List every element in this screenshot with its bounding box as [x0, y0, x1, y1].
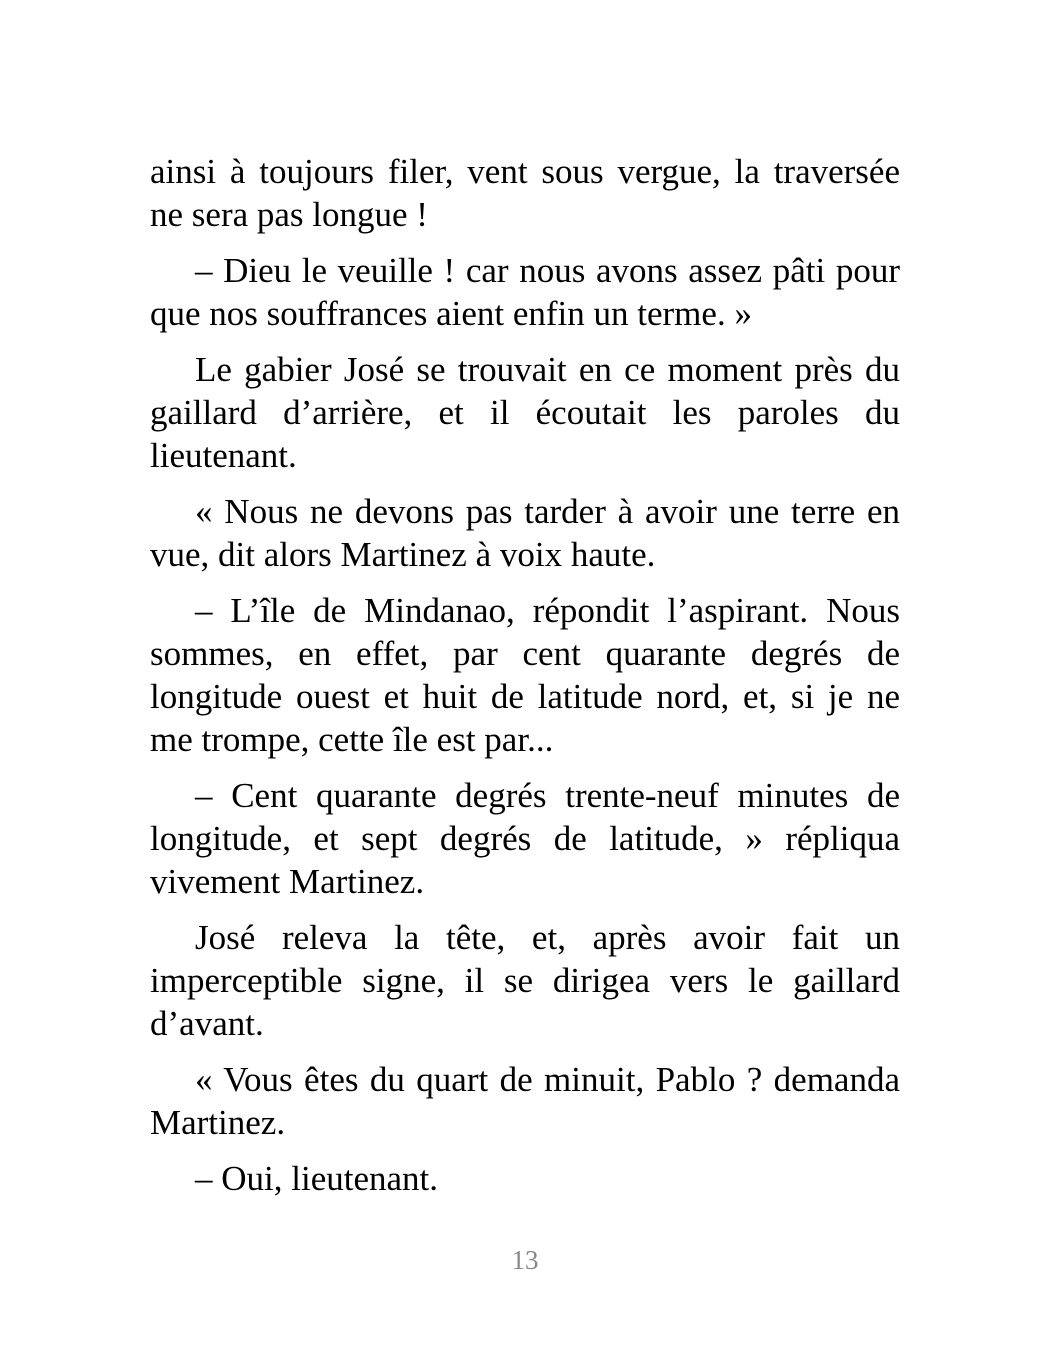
paragraph: « Vous êtes du quart de minuit, Pablo ? demanda Martinez.: [150, 1060, 900, 1142]
paragraph: – Dieu le veuille ! car nous avons assez pâti pour que nos souffrances aient enfin un terme. »: [150, 251, 900, 333]
paragraph: – Oui, lieutenant.: [195, 1159, 439, 1198]
paragraph: – Cent quarante degrés trente-neuf minutes de longitude, et sept degrés de latitude, » répliqua vivement Martinez.: [150, 776, 900, 901]
paragraph: Le gabier José se trouvait en ce moment près du gaillard d’arrière, et il écoutait les paroles du lieutenant.: [150, 350, 900, 475]
page-body: [150, 150, 900, 1213]
paragraph: José releva la tête, et, après avoir fait un imperceptible signe, il se dirigea vers le gaillard d’avant.: [150, 918, 900, 1043]
paragraph: « Nous ne devons pas tarder à avoir une terre en vue, dit alors Martinez à voix haute.: [150, 492, 900, 574]
paragraph-continuation: ainsi à toujours filer, vent sous vergue, la traversée ne sera pas longue !: [150, 152, 900, 234]
paragraph: – L’île de Mindanao, répondit l’aspirant. Nous sommes, en effet, par cent quarante degrés de longitude ouest et huit de latitude nord, et, si je ne me trompe, cette île est par...: [150, 591, 900, 759]
page-number: 13: [511, 1245, 539, 1275]
